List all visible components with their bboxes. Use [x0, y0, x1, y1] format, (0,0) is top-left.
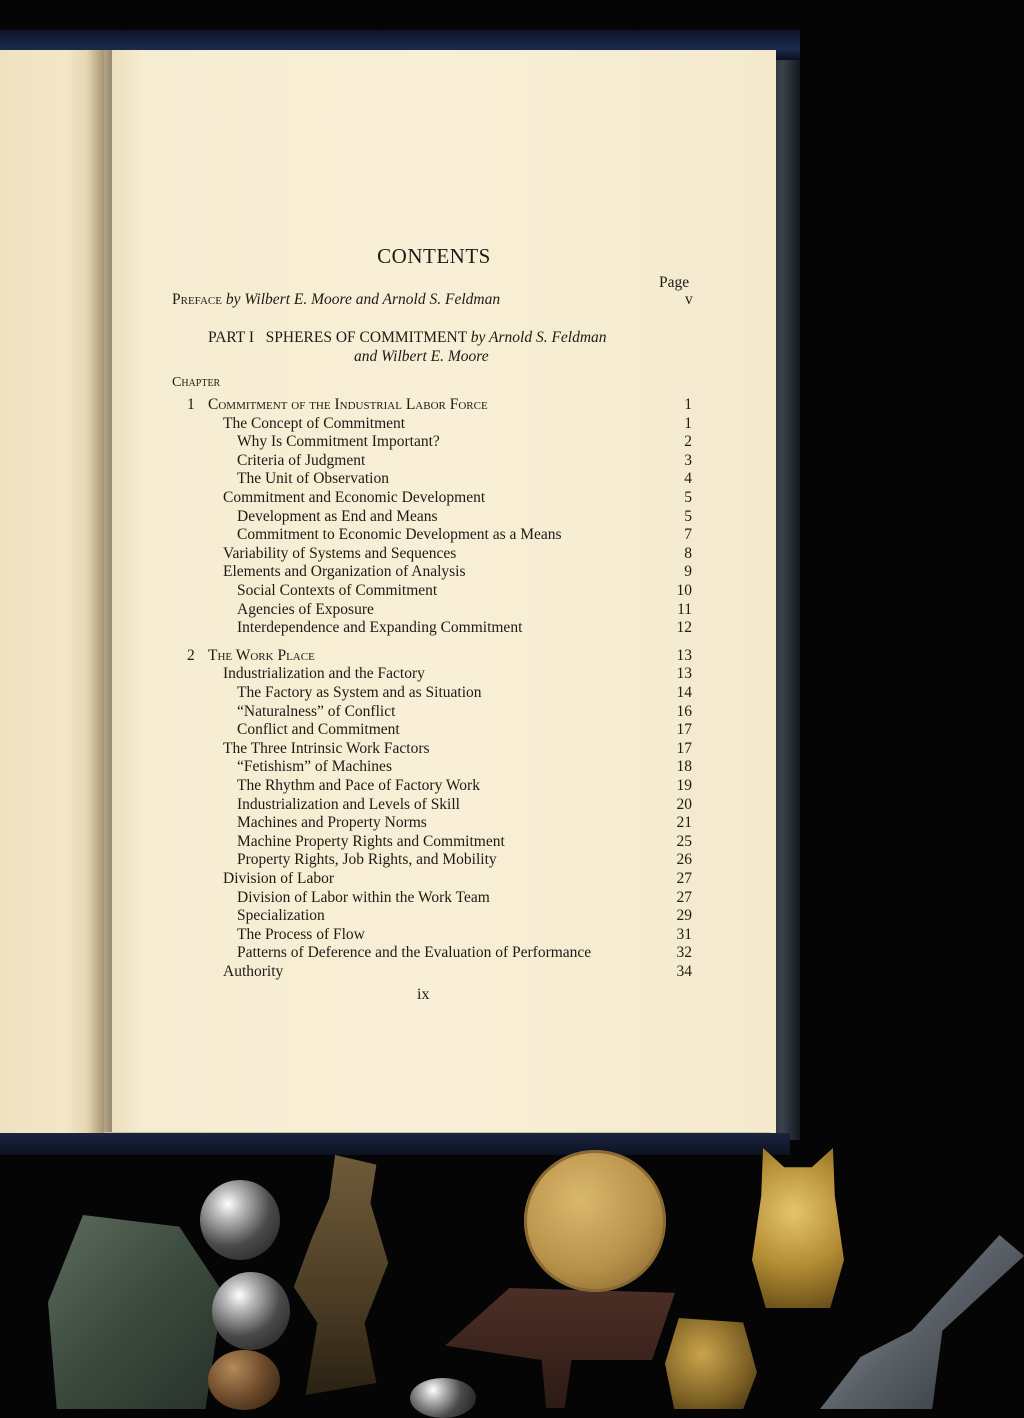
- toc-entry-title: Industrialization and the Factory: [223, 665, 425, 683]
- toc-entry-title: Conflict and Commitment: [237, 721, 400, 739]
- folio-page-number: ix: [417, 986, 430, 1003]
- toc-entry-title: Authority: [223, 963, 284, 980]
- toc-entry-title: The Factory as System and as Situation: [237, 684, 482, 701]
- toc-page-number: 8: [684, 544, 692, 562]
- toc-entry-title: Agencies of Exposure: [237, 600, 374, 618]
- toc-page-number: 25: [676, 832, 692, 850]
- toc-entry-title: Elements and Organization of Analysis: [223, 563, 466, 581]
- preface-label: Preface: [172, 291, 222, 308]
- toc-page-number: 5: [684, 507, 692, 525]
- toc-entry-title: The Concept of Commitment: [223, 414, 406, 432]
- toc-entry-title: Division of Labor within the Work Team: [237, 888, 490, 906]
- toc-page-number: 29: [676, 907, 692, 925]
- toc-entry-title: Patterns of Deference and the Evaluation of Performance: [237, 944, 592, 962]
- toc-page-number: 21: [676, 814, 692, 832]
- toc-page-number: 14: [676, 684, 692, 701]
- toc-entry-title: The Three Intrinsic Work Factors: [223, 739, 430, 757]
- toc-entry-title: The Rhythm and Pace of Factory Work: [237, 777, 480, 794]
- part-authors-line2: and Wilbert E. Moore: [354, 348, 489, 365]
- toc-page-number: 7: [684, 526, 692, 544]
- toc-page-number: 20: [676, 795, 692, 813]
- toc-page-number: 12: [676, 619, 692, 637]
- toc-entry-title: Interdependence and Expanding Commitment: [237, 619, 523, 637]
- toc-entry-title: Machine Property Rights and Commitment: [237, 832, 505, 850]
- part-title: SPHERES OF COMMITMENT: [265, 329, 467, 346]
- toc-entry-title: “Fetishism” of Machines: [237, 758, 392, 776]
- page-title: CONTENTS: [377, 244, 491, 268]
- toc-page-number: 17: [676, 739, 692, 757]
- bear-figurine: [282, 1155, 400, 1395]
- part-label: PART I: [208, 329, 255, 346]
- toc-page-number: 5: [684, 489, 692, 506]
- toc-entry-title: Division of Labor: [223, 870, 335, 887]
- preface-authors: by Wilbert E. Moore and Arnold S. Feldman: [225, 291, 501, 308]
- metal-ball: [410, 1378, 476, 1418]
- book-gutter: [86, 50, 112, 1135]
- preface-page-number: v: [685, 291, 693, 308]
- toc-entry-title: The Work Place: [208, 646, 315, 664]
- toc-entry-title: Commitment of the Industrial Labor Force: [208, 396, 488, 413]
- toc-entry-title: Development as End and Means: [237, 507, 438, 525]
- toc-page-number: 31: [676, 925, 692, 943]
- copper-ball: [208, 1350, 280, 1410]
- toc-entry-title: Property Rights, Job Rights, and Mobility: [237, 851, 497, 869]
- toc-entry-title: Industrialization and Levels of Skill: [237, 795, 460, 813]
- toc-page-number: 34: [676, 963, 692, 980]
- chapter-label: Chapter: [172, 375, 221, 390]
- toc-entry-title: Commitment to Economic Development as a Means: [237, 526, 562, 544]
- toc-page-number: 3: [684, 451, 692, 469]
- book-cover-bottom: [0, 1133, 790, 1155]
- chapter-number: 1: [187, 396, 195, 413]
- page-column-label: Page: [659, 274, 690, 291]
- toc-entry-title: The Process of Flow: [237, 925, 365, 943]
- toc-page-number: 17: [676, 721, 692, 739]
- toc-entry-title: Social Contexts of Commitment: [237, 582, 438, 599]
- toc-entry-title: Criteria of Judgment: [237, 451, 366, 469]
- toc-entry-title: Why Is Commitment Important?: [237, 433, 440, 451]
- toc-page-number: 26: [676, 851, 692, 869]
- toc-page-number: 11: [677, 600, 692, 618]
- toc-page-number: 16: [676, 702, 692, 720]
- toc-page-number: 13: [676, 646, 692, 664]
- toc-page-number: 27: [676, 888, 692, 906]
- owl-figurine: [752, 1148, 844, 1308]
- preface-entry: [172, 291, 500, 309]
- toc-page-number: 18: [676, 758, 692, 776]
- toc-entry-title: Machines and Property Norms: [237, 814, 427, 832]
- toc-page-number: 32: [676, 944, 692, 962]
- toc-page-number: 1: [684, 396, 692, 413]
- toc-entry-title: Variability of Systems and Sequences: [223, 544, 457, 562]
- brass-ornament: [665, 1318, 757, 1409]
- toc-entry-title: The Unit of Observation: [237, 470, 389, 488]
- toc-page-number: 2: [684, 433, 692, 451]
- stone-object: [48, 1215, 223, 1409]
- part-authors-line1: by Arnold S. Feldman: [470, 329, 607, 346]
- metal-ball: [200, 1180, 280, 1260]
- toc-page-number: 13: [676, 665, 692, 683]
- chapter-number: 2: [187, 646, 195, 664]
- part-heading: [208, 329, 607, 347]
- toc-page-number: 27: [676, 870, 692, 887]
- brass-coin: [524, 1150, 666, 1292]
- toc-entry-title: Specialization: [237, 907, 325, 925]
- toc-entry-title: “Naturalness” of Conflict: [237, 702, 396, 720]
- toc-page-number: 19: [676, 777, 692, 794]
- right-page: [104, 50, 776, 1140]
- toc-page-number: 10: [676, 582, 692, 599]
- toc-page-number: 1: [684, 414, 692, 432]
- metal-tool: [820, 1235, 1024, 1409]
- toc-entry-title: Commitment and Economic Development: [223, 489, 486, 506]
- metal-ball: [212, 1272, 290, 1350]
- toc-page-number: 9: [684, 563, 692, 581]
- anvil-object: [445, 1288, 675, 1408]
- toc-page-number: 4: [684, 470, 692, 488]
